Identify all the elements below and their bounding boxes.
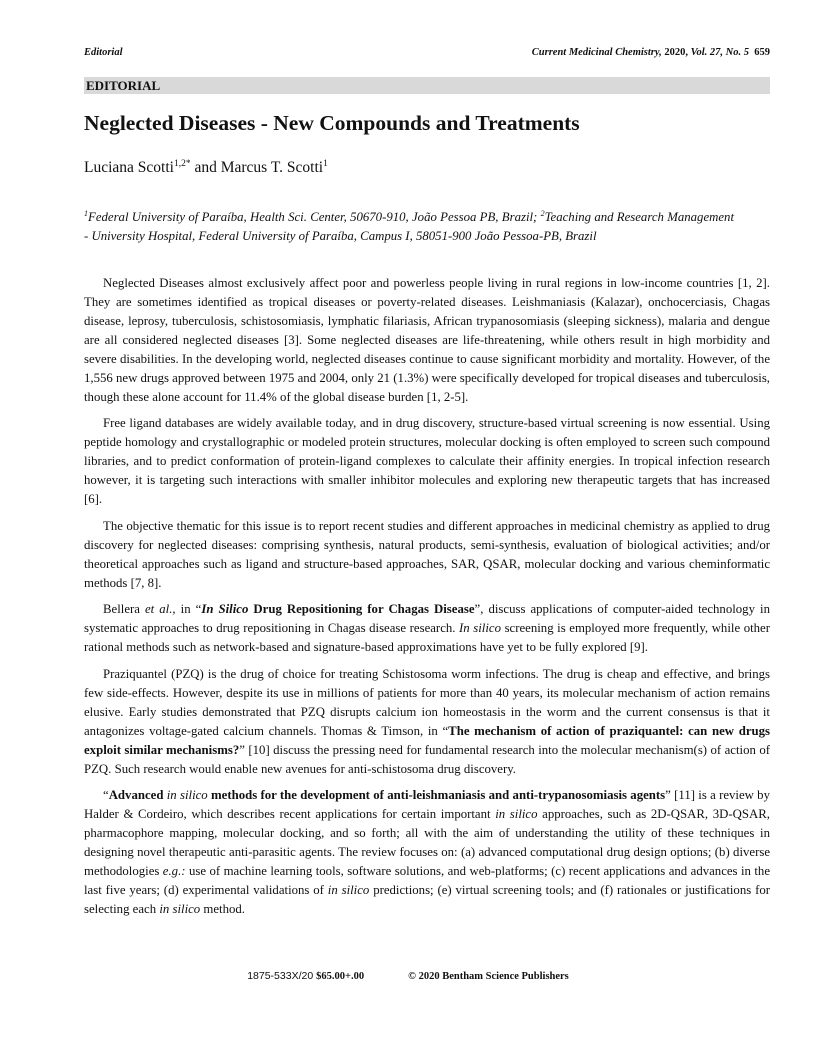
price: $65.00+.00: [316, 971, 365, 982]
body-paragraph: The objective thematic for this issue is to report recent studies and different approaches in medicinal chemistry as applied to drug discovery for neglected diseases: comprising synthesis, natural products, semi-synthesis, evaluation of biological activities; and/or theoretical approaches such as ligand and structure-based approaches, SAR, QSAR, molecular docking and various cheminformatic methods [7, 8].: [84, 518, 770, 590]
article-title: Neglected Diseases - New Compounds and Treatments: [84, 111, 580, 135]
affiliation-mark: 1: [84, 209, 88, 218]
body-paragraph: “Advanced in silico methods for the development of anti-leishmaniasis and anti-trypanosomiasis agents” [11] is a review by Halder & Cordeiro, which describes recent applications for certain important in silico approaches, such as 2D-QSAR, 3D-QSAR, pharmacophore mapping, molecular docking, and so forth; all with the aim of understanding the utility of these techniques in designing novel therapeutic anti-parasitic agents. The review focuses on: (a) advanced computational drug design options; (b) diverse methodologies e.g.: use of machine learning tools, software solutions, and web-platforms; (c) recent applications and advances in the last five years; (d) experimental validations of in silico predictions; (e) virtual screening tools; and (f) rationales or justifications for selecting each in silico method.: [84, 787, 770, 916]
body-paragraph: Neglected Diseases almost exclusively affect poor and powerless people living in rural regions in low-income countries [1, 2]. They are sometimes identified as tropical diseases or poverty-related diseases. Leishmaniasis (Kalazar), onchocerciasis, Chagas disease, leprosy, tuberculosis, schistosomiasis, lymphatic filariasis, African trypanosomiasis (sleeping sickness), malaria and dengue are all considered neglected diseases [3]. Some neglected diseases are life-threatening, while others result in high morbidity and severe disabilities. In the developing world, neglected diseases continue to cause significant morbidity and mortality. However, of the 1,556 new drugs approved between 1975 and 2004, only 21 (1.3%) were specifically developed for tropical diseases and tuberculosis, though these alone account for 11.4% of the global disease burden [1, 2-5].: [84, 276, 770, 404]
affiliation-text: Federal University of Paraíba, Health Sci. Center, 50670-910, João Pessoa PB, Brazil;: [88, 210, 541, 224]
affiliation-text: Teaching and Research Management - University Hospital, Federal University of Paraíba, Campus I, 58051-900 João Pessoa-PB, Brazil: [84, 210, 734, 243]
article-body: [84, 274, 770, 926]
running-head: [84, 47, 770, 63]
affiliation-mark: 2: [540, 209, 545, 218]
journal-year: 2020,: [664, 47, 689, 58]
author-list: [84, 158, 328, 178]
author-affiliation-mark: 1: [323, 159, 328, 169]
journal-name: Current Medicinal Chemistry,: [531, 47, 662, 58]
author-name: Luciana Scotti: [84, 159, 174, 176]
page-number: 659: [754, 47, 770, 58]
author-joiner: and: [190, 159, 221, 176]
section-label: EDITORIAL: [84, 77, 770, 94]
author-name: Marcus T. Scotti: [220, 159, 324, 176]
journal-citation: [532, 47, 770, 58]
article-type-label: Editorial: [84, 47, 123, 58]
copyright: © 2020 Bentham Science Publishers: [408, 971, 569, 982]
body-paragraph: Praziquantel (PZQ) is the drug of choice for treating Schistosoma worm infections. The drug is cheap and effective, and brings few side-effects. However, despite its use in millions of patients for more than 40 years, its molecular mechanism of action remains elusive. Early studies demonstrated that PZQ disrupts calcium ion homeostasis in the worm and the current consensus is that it antagonizes voltage-gated calcium channels. Thomas & Timson, in “The mechanism of action of praziquantel: can new drugs exploit similar mechanisms?” [10] discuss the pressing need for fundamental research into the molecular mechanism(s) of action of PZQ. Such research would enable new avenues for anti-schistosoma drug discovery.: [84, 666, 770, 776]
author-affiliation-mark: 1,2*: [173, 159, 191, 169]
journal-volume: Vol. 27, No. 5: [690, 47, 749, 58]
body-paragraph: Free ligand databases are widely available today, and in drug discovery, structure-based virtual screening is now essential. Using peptide homology and crystallographic or modeled protein structures, molecular docking is often employed to screen such compound libraries, and to predict conformation of protein-ligand complexes to calculate their affinity energies. In tropical infection research however, it is targeting such interactions with smaller inhibitor molecules and exploring new therapeutic targets that has increased [6].: [84, 416, 770, 507]
affiliations: [84, 208, 734, 246]
body-paragraph: Bellera et al., in “In Silico Drug Repositioning for Chagas Disease”, discuss applications of computer-aided technology in systematic approaches to drug repositioning in Chagas disease research. In silico screening is employed more frequently, while other rational methods such as network-based and signature-based approximations have yet to be fully explored [9].: [84, 602, 770, 655]
issn-price: [247, 970, 364, 982]
page-footer: [0, 970, 816, 982]
issn: 1875-533X/20: [247, 970, 314, 982]
